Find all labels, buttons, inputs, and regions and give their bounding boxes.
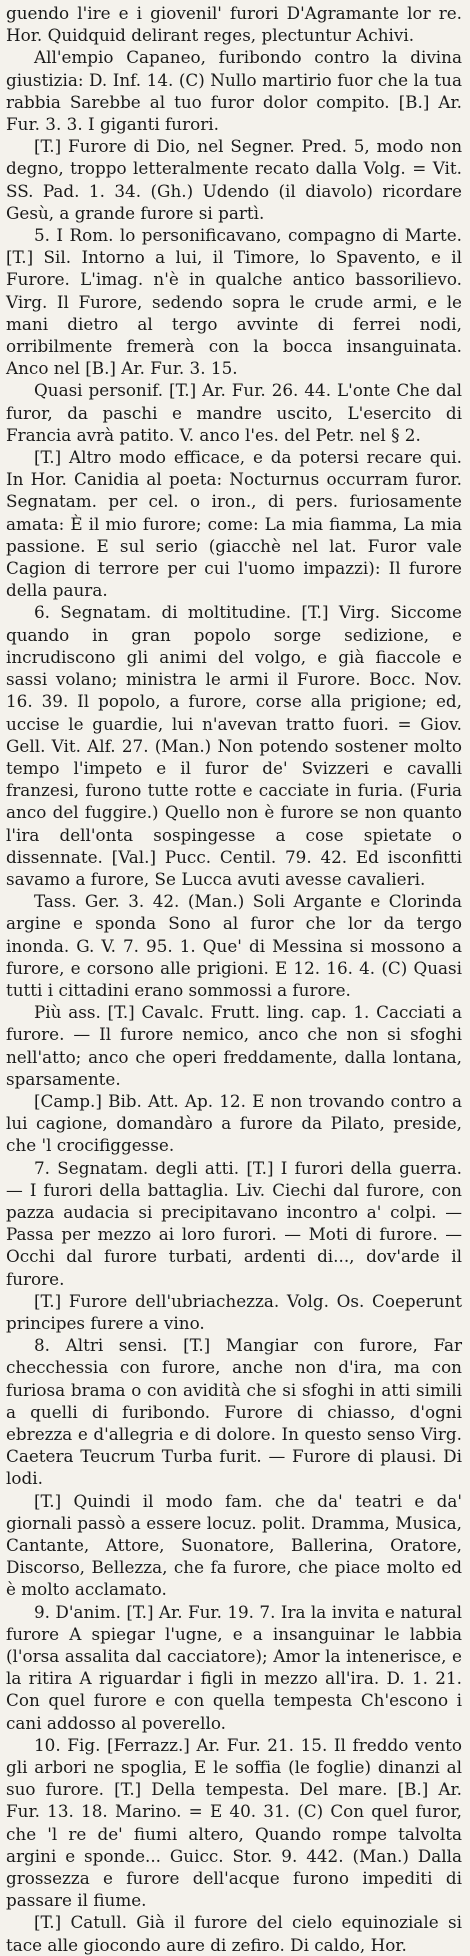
paragraph-15 xyxy=(6,1734,462,1912)
dictionary-page xyxy=(6,2,462,1956)
paragraph-text: 6. Segnatam. di moltitudine. [T.] Virg. Siccome quando in gran popolo sorge sedizione, e incrudiscono gli animi del volgo, e già fiaccole e sassi volano; ministra le armi il Furore. Bocc. Nov. 16. 39. Il popolo, a furore, corse alla prigione; ed, uccise le guardie, lui n'avevan tratto fuori. = Giov. Gell. Vit. Alf. 27. (Man.) Non potendo sostener molto tempo l'impeto e il furor de' Svizzeri e cavalli franzesi, furono tutte rotte e cacciate in furia. (Furia anco del fuggire.) Quello non è furore se non quanto l'ira dell'onta sospingesse a cose spietate o dissennate. [Val.] Pucc. Centil. 79. 42. Ed isconfitti savamo a furore, Se Lucca avuti avesse cavalieri. xyxy=(6,602,462,889)
paragraph-9 xyxy=(6,1090,462,1157)
paragraph-5 xyxy=(6,446,462,601)
paragraph-text: 10. Fig. [Ferrazz.] Ar. Fur. 21. 15. Il freddo vento gli arbori ne spoglia, E le soffia (le foglie) dinanzi al suo furore. [T.] Della tempesta. Del mare. [B.] Ar. Fur. 13. 18. Marino. = E 40. 31. (C) Con quel furor, che 'l re de' fiumi altero, Quando rompe talvolta argini e sponde... Guicc. Stor. 9. 442. (Man.) Dalla grossezza e furore dell'acque furono impediti di passare il fiume. xyxy=(6,1734,462,1911)
paragraph-7 xyxy=(6,890,462,1001)
paragraph-text: 8. Altri sensi. [T.] Mangiar con furore, Far checchessia con furore, anche non d'ira, ma con furiosa brama o con avidità che si sfoghi in atti simili a quelli di furibondo. Furore di chiasso, d'ogni ebrezza e d'allegria e di dolore. In questo senso Virg. Caetera Teucrum Turba furit. — Furore di plausi. Di lodi. xyxy=(6,1335,462,1489)
paragraph-text: Quasi personif. [T.] Ar. Fur. 26. 44. L'onte Che dal furor, da paschi e mandre uscito, L'esercito di Francia avrà patito. V. anco l'es. del Petr. nel § 2. xyxy=(6,380,462,445)
paragraph-10 xyxy=(6,1157,462,1290)
paragraph-1 xyxy=(6,46,462,135)
paragraph-text: [T.] Furore dell'ubriachezza. Volg. Os. Coeperunt principes furere a vino. xyxy=(6,1290,462,1333)
paragraph-0 xyxy=(6,2,462,46)
paragraph-text: [T.] Altro modo efficace, e da potersi recare qui. In Hor. Canidia al poeta: Nocturnus occurram furor. Segnatam. per cel. o iron., di pers. furiosamente amata: È il mio furore; come: La mia fiamma, La mia passione. E sul serio (giacchè nel lat. Furor vale Cagion di terrore per cui l'uomo impazzi): Il furore della paura. xyxy=(6,447,462,601)
paragraph-16 xyxy=(6,1911,462,1955)
paragraph-13 xyxy=(6,1490,462,1601)
paragraph-14 xyxy=(6,1601,462,1734)
paragraph-4 xyxy=(6,379,462,446)
paragraph-12 xyxy=(6,1334,462,1489)
paragraph-text: Più ass. [T.] Cavalc. Frutt. ling. cap. 1. Cacciati a furore. — Il furore nemico, anco che non si sfoghi nell'atto; anco che operi freddamente, dalla lontana, sparsamente. xyxy=(6,1002,462,1089)
paragraph-text: All'empio Capaneo, furibondo contro la divina giustizia: D. Inf. 14. (C) Nullo martirio fuor che la tua rabbia Sarebbe al tuo furor dolor compito. [B.] Ar. Fur. 3. 3. I giganti furori. xyxy=(6,47,462,135)
paragraph-2 xyxy=(6,135,462,224)
paragraph-text: [T.] Catull. Già il furore del cielo equinoziale si tace alle giocondo aure di zefiro. Di caldo, Hor. xyxy=(6,1912,462,1955)
paragraph-8 xyxy=(6,1001,462,1090)
paragraph-text: 9. D'anim. [T.] Ar. Fur. 19. 7. Ira la invita e natural furore A spiegar l'ugne, e a insanguinar le labbia (l'orsa assalita dal cacciatore); Amor la intenerisce, e la ritira A riguardar i figli in mezzo all'ira. D. 1. 21. Con quel furore e con quella tempesta Ch'escono i cani addosso al poverello. xyxy=(6,1601,462,1733)
paragraph-text: [T.] Furore di Dio, nel Segner. Pred. 5, modo non degno, troppo letteralmente recato dalla Volg. = Vit. SS. Pad. 1. 34. (Gh.) Udendo (il diavolo) ricordare Gesù, a grande furore si partì. xyxy=(6,136,462,223)
paragraph-text: [T.] Quindi il modo fam. che da' teatri e da' giornali passò a essere locuz. polit. Dramma, Musica, Cantante, Attore, Suonatore, Ballerina, Oratore, Discorso, Bellezza, che fa furore, che piace molto ed è molto acclamato. xyxy=(6,1490,462,1600)
paragraph-text: Tass. Ger. 3. 42. (Man.) Soli Argante e Clorinda argine e sponda Sono al furor che lor da tergo inonda. G. V. 7. 95. 1. Que' di Messina si mossono a furore, e corsono alle prigioni. E 12. 16. 4. (C) Quasi tutti i cittadini erano sommossi a furore. xyxy=(6,891,462,1000)
paragraph-6 xyxy=(6,601,462,890)
paragraph-3 xyxy=(6,224,462,379)
paragraph-text: guendo l'ire e i giovenil' furori D'Agramante lor re. Hor. Quidquid delirant reges, plectuntur Achivi. xyxy=(6,3,462,46)
paragraph-text: [Camp.] Bib. Att. Ap. 12. E non trovando contro a lui cagione, domandàro a furore da Pilato, preside, che 'l crocifiggesse. xyxy=(6,1090,462,1156)
paragraph-text: 7. Segnatam. degli atti. [T.] I furori della guerra. — I furori della battaglia. Liv. Ciechi dal furore, con pazza audacia si precipitavano incontro a' colpi. — Passa per mezzo ai loro furori. — Moti di furore. — Occhi dal furore turbati, ardenti di..., dov'arde il furore. xyxy=(6,1157,462,1289)
paragraph-text: 5. I Rom. lo personificavano, compagno di Marte. [T.] Sil. Intorno a lui, il Timore, lo Spavento, e il Furore. L'imag. n'è in qualche antico bassorilievo. Virg. Il Furore, sedendo sopra le crude armi, e le mani dietro al tergo avvinte di ferrei nodi, orribilmente fremerà con la bocca insanguinata. Anco nel [B.] Ar. Fur. 3. 15. xyxy=(6,225,462,379)
paragraph-11 xyxy=(6,1290,462,1334)
